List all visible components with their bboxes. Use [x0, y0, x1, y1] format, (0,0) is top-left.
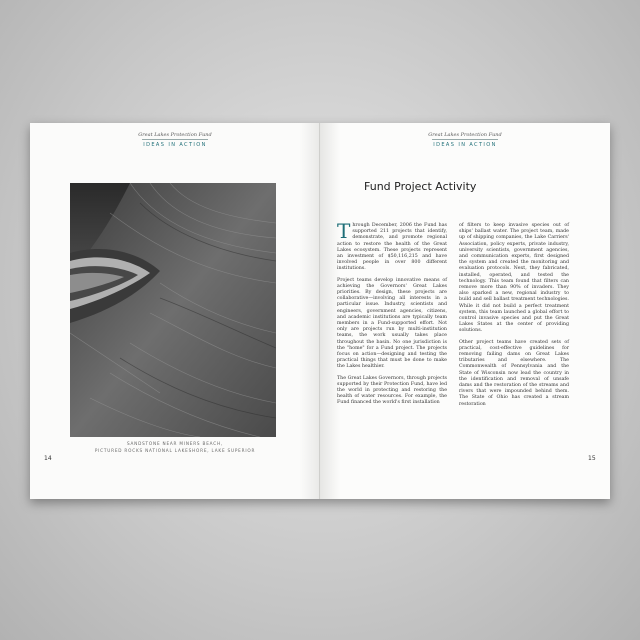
sandstone-image — [70, 183, 276, 437]
paragraph — [337, 219, 447, 273]
photo-caption-line2: PICTURED ROCKS NATIONAL LAKESHORE, LAKE SUPERIOR — [94, 448, 256, 453]
photo-caption-line1: SANDSTONE NEAR MINERS BEACH, — [126, 441, 224, 446]
running-head: Great Lakes Protection Fund — [428, 132, 502, 138]
paragraph: Other project teams have created sets of practical, cost-effective guidelines for removing failing dams on Great Lakes tributaries and elsewhere. The Commonwealth of Pennsylvania and the State of Wisconsin now lead the country in the identification and removal of unsafe dams and the restoration of the streams and rivers that were impounded behind them. The State of Ohio has created a stream restoration — [459, 339, 569, 407]
drop-cap: T — [337, 219, 351, 243]
paragraph: Project teams develop innovative means of achieving the Governors' Great Lakes priorities. By design, these projects are collaborative—involving all interests in a particular issue. Industry, scientists and engineers, government agencies, citizens, and academic institutions are typically team members in a Fund-supported effort. Not only are projects run by multi-institution teams, the work usually takes place throughout the basin. No one jurisdiction is the "home" for a Fund project. The projects focus on action—designing and testing the practical things that must be done to make the Lakes healthier. — [337, 277, 447, 370]
text-column-1 — [337, 219, 447, 412]
paragraph: of filters to keep invasive species out of ships' ballast water. The project team, made up of shipping companies, the Lake Carriers' Association, policy experts, private industry, university scientists, government agencies, and communication experts, first designed the system and created the monitoring and evaluation protocols. Next, they fabricated, installed, operated, and tested the technology. This team found that filters can remove more than 90% of invaders. They also sparked a new, regional industry to build and sell ballast treatment technologies. While it did not build a perfect treatment system, this team launched a global effort to control invasive species and put the Great Lakes States at the center of providing solutions. — [459, 223, 569, 334]
page-number-left: 14 — [44, 455, 52, 462]
left-page — [30, 123, 320, 499]
section-label: IDEAS IN ACTION — [433, 142, 497, 148]
right-page — [320, 123, 610, 499]
running-head: Great Lakes Protection Fund — [138, 132, 212, 138]
page-number-right: 15 — [588, 455, 596, 462]
book-spread — [30, 123, 610, 499]
section-label: IDEAS IN ACTION — [143, 142, 207, 148]
text-column-2 — [459, 223, 569, 413]
page-title: Fund Project Activity — [364, 180, 477, 193]
sandstone-photo — [70, 183, 276, 437]
header-rule — [432, 139, 498, 140]
paragraph: The Great Lakes Governors, through projects supported by their Protection Fund, have led the world in protecting and restoring the health of water resources. For example, the Fund financed the world's first installation — [337, 375, 447, 406]
header-rule — [142, 139, 208, 140]
paragraph-text: hrough December, 2006 the Fund has supported 211 projects that identify, demonstrate, and promote regional action to restore the health of the Great Lakes ecosystem. These projects represent an investment of $50,116,215 and have involved people in over 800 different institutions. — [337, 223, 447, 272]
